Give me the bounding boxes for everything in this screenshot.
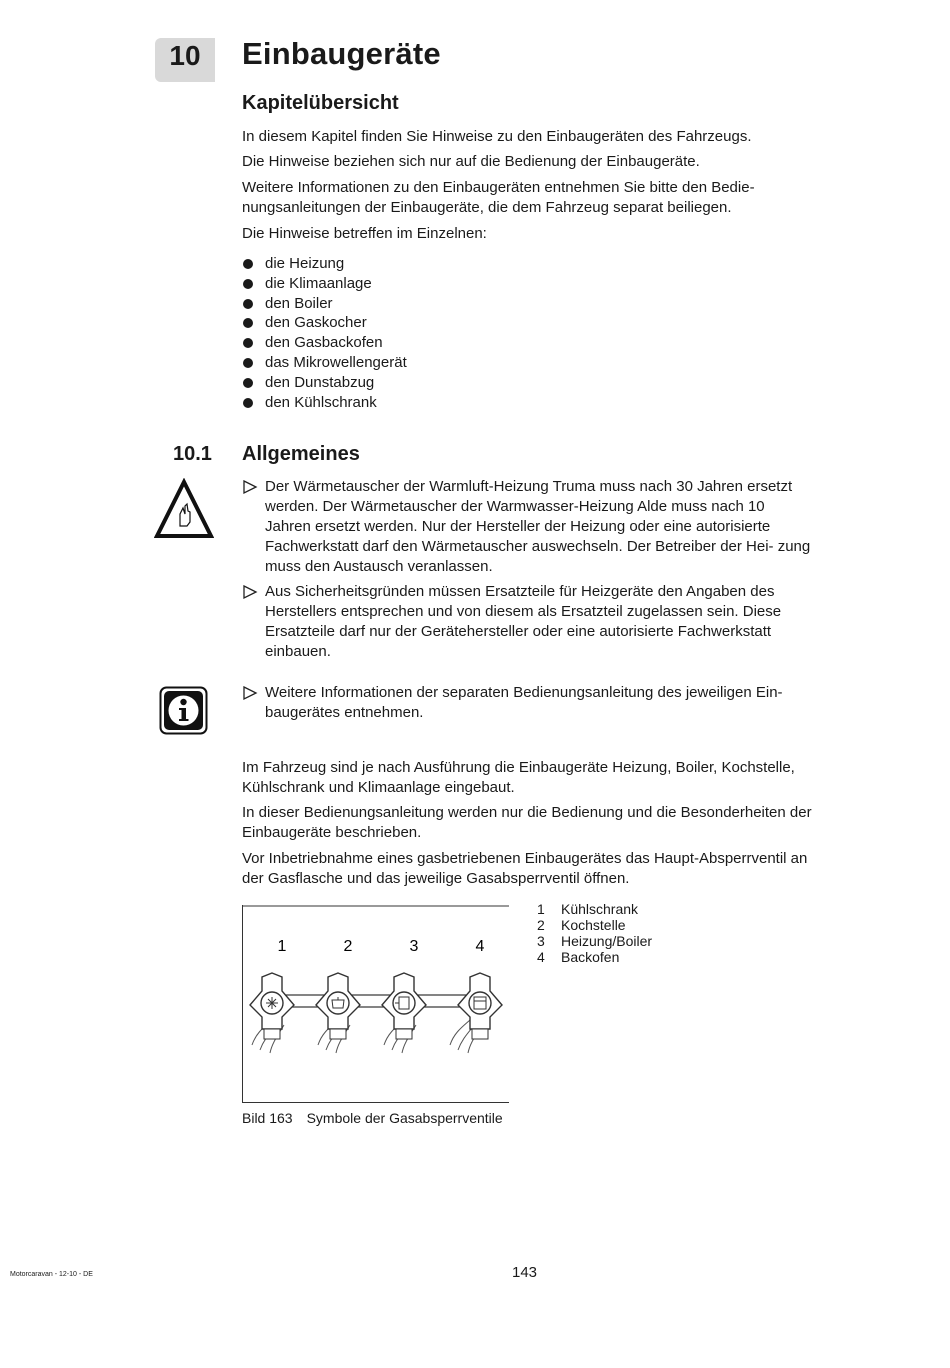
- valve-number: 1: [277, 938, 287, 955]
- triangle-right-icon: [242, 685, 258, 701]
- section-title: Allgemeines: [242, 443, 360, 465]
- valve-3: [382, 973, 426, 1053]
- bullet-icon: [243, 378, 253, 388]
- triangle-right-icon: [242, 479, 258, 495]
- legend-item: 1 Kühlschrank: [537, 901, 639, 917]
- overview-paragraph: Die Hinweise betreffen im Einzelnen:: [242, 225, 487, 242]
- list-item: den Boiler: [242, 294, 407, 314]
- overview-heading: Kapitelübersicht: [242, 92, 399, 114]
- list-item: das Mikrowellengerät: [242, 353, 407, 373]
- overview-paragraph: Weitere Informationen zu den Einbaugeräten entnehmen Sie bitte den Bedie- nungsanleitungen der Einbaugeräte, die dem Fahrzeug separat beiliegen.: [242, 179, 755, 216]
- legend-item: 3 Heizung/Boiler: [537, 933, 653, 949]
- list-item: den Gaskocher: [242, 313, 407, 333]
- device-list: [242, 254, 407, 412]
- section-paragraph: In dieser Bedienungsanleitung werden nur die Bedienung und die Besonderheiten der Einbaugeräte beschrieben.: [242, 804, 812, 841]
- valve-number: 3: [409, 938, 419, 955]
- valve-number: 2: [343, 938, 353, 955]
- section-paragraph: Vor Inbetriebnahme eines gasbetriebenen Einbaugerätes das Haupt-Absperrventil an der Gasflasche und das jeweilige Gasabsperrventil öffnen.: [242, 850, 808, 887]
- valve-1: [250, 973, 294, 1053]
- valve-number: 4: [475, 938, 485, 955]
- bullet-icon: [243, 279, 253, 289]
- caption-text: Symbole der Gasabsperrventile: [306, 1110, 503, 1126]
- section-paragraph: Im Fahrzeug sind je nach Ausführung die Einbaugeräte Heizung, Boiler, Kochstelle, Kühlschrank und Klimaanlage eingebaut.: [242, 759, 795, 796]
- list-item: den Kühlschrank: [242, 393, 407, 413]
- bullet-icon: [243, 318, 253, 328]
- overview-paragraph: In diesem Kapitel finden Sie Hinweise zu den Einbaugeräten des Fahrzeugs.: [242, 128, 752, 145]
- page-number: 143: [512, 1264, 538, 1281]
- list-item: die Klimaanlage: [242, 274, 407, 294]
- gas-valve-figure: [242, 905, 512, 1105]
- warning-item: Aus Sicherheitsgründen müssen Ersatzteile für Heizgeräte den Angaben des Herstellers entsprechen und von diesem als Ersatzteil zugelassen sein. Diese Ersatzteile darf nur der Gerätehersteller oder eine autorisierte Fachwerkstatt einbauen.: [242, 582, 812, 662]
- chapter-number: 10: [169, 40, 201, 71]
- bullet-icon: [243, 259, 253, 269]
- info-icon: [159, 686, 208, 735]
- bullet-icon: [243, 358, 253, 368]
- chapter-title: Einbaugeräte: [242, 36, 441, 71]
- overview-paragraph: Die Hinweise beziehen sich nur auf die Bedienung der Einbaugeräte.: [242, 153, 700, 170]
- footer-doc-id: Motorcaravan - 12-10 - DE: [10, 1271, 93, 1278]
- triangle-right-icon: [242, 584, 258, 600]
- caption-id: Bild 163: [242, 1110, 293, 1126]
- bullet-icon: [243, 398, 253, 408]
- valve-4: [450, 973, 502, 1053]
- legend-item: 2 Kochstelle: [537, 917, 626, 933]
- legend-item: 4 Backofen: [537, 949, 620, 965]
- bullet-icon: [243, 338, 253, 348]
- list-item: die Heizung: [242, 254, 407, 274]
- list-item: den Dunstabzug: [242, 373, 407, 393]
- info-item: Weitere Informationen der separaten Bedienungsanleitung des jeweiligen Ein- baugerätes entnehmen.: [242, 683, 812, 723]
- warning-item: Der Wärmetauscher der Warmluft-Heizung Truma muss nach 30 Jahren ersetzt werden. Der Wärmetauscher der Warmwasser-Heizung Alde muss nach 10 Jahren ersetzt werden. Nur der Hersteller der Heizung oder eine autorisierte Fachwerkstatt darf den Wärmetauscher auswechseln. Der Betreiber der Hei- zung muss den Austausch veranlassen.: [242, 477, 812, 577]
- section-number: 10.1: [173, 443, 212, 465]
- list-item: den Gasbackofen: [242, 333, 407, 353]
- bullet-icon: [243, 299, 253, 309]
- figure-caption: [242, 1110, 503, 1126]
- valve-2: [316, 973, 360, 1053]
- warning-hand-icon: [154, 478, 214, 538]
